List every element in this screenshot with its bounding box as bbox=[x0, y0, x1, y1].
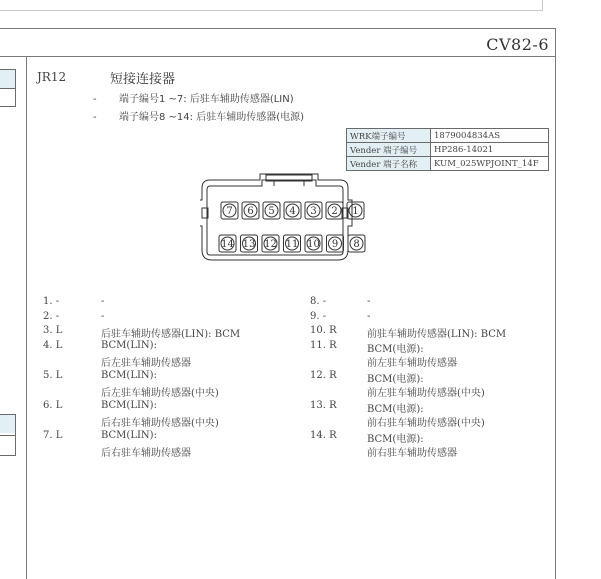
page-code: CV82-6 bbox=[486, 35, 549, 54]
pin-list-function: 后右驻车辅助传感器(中央) bbox=[101, 418, 219, 429]
pin-number: 11 bbox=[285, 239, 299, 250]
pin-list-number: 2. - bbox=[43, 310, 60, 322]
pin-list-function: 前右驻车辅助传感器 bbox=[367, 448, 457, 459]
pin-list-number: 12. R bbox=[310, 369, 337, 381]
frame-header-line bbox=[0, 56, 556, 57]
left-stub-separator bbox=[0, 88, 15, 89]
pin-list-number: 9. - bbox=[310, 310, 327, 322]
pin-list-function: - bbox=[367, 310, 371, 322]
terminal-info-table bbox=[346, 128, 549, 171]
left-stub-separator bbox=[0, 435, 15, 436]
pin-list-function: BCM(电源): bbox=[367, 433, 424, 445]
info-row bbox=[347, 157, 549, 171]
info-value: HP286-14021 bbox=[431, 143, 549, 157]
pin-list-number: 11. R bbox=[310, 339, 337, 351]
pin-list-function: BCM(电源): bbox=[367, 403, 424, 415]
pin-list-function: BCM(电源): bbox=[367, 343, 424, 355]
pin-list-function: 后驻车辅助传感器(LIN): BCM bbox=[101, 329, 241, 340]
info-label: WRK端子编号 bbox=[347, 129, 431, 143]
description-text: 端子编号8 ~14: 后驻车辅助传感器(电源) bbox=[119, 112, 304, 123]
pin-number: 4 bbox=[289, 206, 296, 217]
pin-number: 9 bbox=[331, 239, 339, 250]
pin-list-function: BCM(LIN): bbox=[101, 399, 157, 411]
description-dash: - bbox=[93, 94, 97, 105]
pin-list-number: 7. L bbox=[43, 429, 63, 441]
pin-number: 12 bbox=[264, 239, 277, 250]
pin-number: 10 bbox=[307, 239, 320, 250]
pin-list-number: 6. L bbox=[43, 399, 63, 411]
info-label: Vender 端子名称 bbox=[347, 157, 431, 171]
pin-number: 7 bbox=[226, 206, 233, 217]
pin-list-function: BCM(LIN): bbox=[101, 369, 157, 381]
left-stub-box-top bbox=[0, 69, 16, 107]
pin-list-number: 4. L bbox=[43, 339, 63, 351]
pin-list-function: BCM(LIN): bbox=[101, 339, 157, 351]
pin-list-function: 前右驻车辅助传感器(中央) bbox=[367, 418, 485, 429]
info-value: KUM_025WPJOINT_14F bbox=[431, 157, 549, 171]
info-row bbox=[347, 129, 549, 143]
pin-list-number: 8. - bbox=[310, 296, 327, 307]
description-dash: - bbox=[93, 112, 97, 123]
pin-list-number: 13. R bbox=[310, 399, 337, 411]
pin-number: 2 bbox=[331, 206, 338, 217]
pin-list-function: - bbox=[101, 296, 105, 307]
connector-description bbox=[93, 108, 304, 123]
left-stub-header-fill bbox=[0, 415, 15, 433]
connector-diagram bbox=[200, 172, 380, 268]
pin-list-function: 前驻车辅助传感器(LIN): BCM bbox=[367, 329, 507, 340]
pin-list-function: BCM(电源): bbox=[367, 373, 424, 385]
connector-description bbox=[93, 90, 294, 105]
left-stub-header-fill bbox=[0, 70, 15, 88]
pin-number: 8 bbox=[353, 239, 360, 250]
pin-list-function: BCM(LIN): bbox=[101, 429, 157, 441]
pin-number: 5 bbox=[268, 206, 275, 217]
pin-list-function: - bbox=[367, 296, 371, 307]
pin-list-function: 后左驻车辅助传感器 bbox=[101, 358, 191, 369]
description-text: 端子编号1 ~7: 后驻车辅助传感器(LIN) bbox=[119, 94, 294, 105]
frame-left-column-line bbox=[26, 56, 27, 579]
pin-list-function: 前左驻车辅助传感器 bbox=[367, 358, 457, 369]
info-label: Vender 端子编号 bbox=[347, 143, 431, 157]
top-frame-remnant bbox=[0, 0, 543, 11]
pin-number: 6 bbox=[247, 206, 254, 217]
pin-list-number: 3. L bbox=[43, 325, 63, 336]
connector-title: 短接连接器 bbox=[110, 72, 176, 87]
frame-top-line bbox=[0, 28, 556, 29]
pin-list-number: 14. R bbox=[310, 429, 337, 441]
frame-right-line bbox=[555, 28, 556, 579]
pin-list-function: 后右驻车辅助传感器 bbox=[101, 448, 191, 459]
pin-list-function: 前左驻车辅助传感器(中央) bbox=[367, 388, 485, 399]
pin-list-function: - bbox=[101, 310, 105, 322]
pin-number: 13 bbox=[242, 239, 256, 250]
info-value: 1879004834AS bbox=[431, 129, 549, 143]
pin-list-number: 1. - bbox=[43, 296, 60, 307]
pin-list-function: 后左驻车辅助传感器(中央) bbox=[101, 388, 219, 399]
pin-number: 1 bbox=[352, 206, 359, 217]
pin-number: 14 bbox=[221, 239, 234, 250]
info-row bbox=[347, 143, 549, 157]
left-stub-box-bottom bbox=[0, 414, 16, 456]
connector-id: JR12 bbox=[37, 70, 67, 84]
pin-list-number: 5. L bbox=[43, 369, 63, 381]
pin-list-number: 10. R bbox=[310, 325, 337, 336]
pin-number: 3 bbox=[310, 206, 317, 217]
